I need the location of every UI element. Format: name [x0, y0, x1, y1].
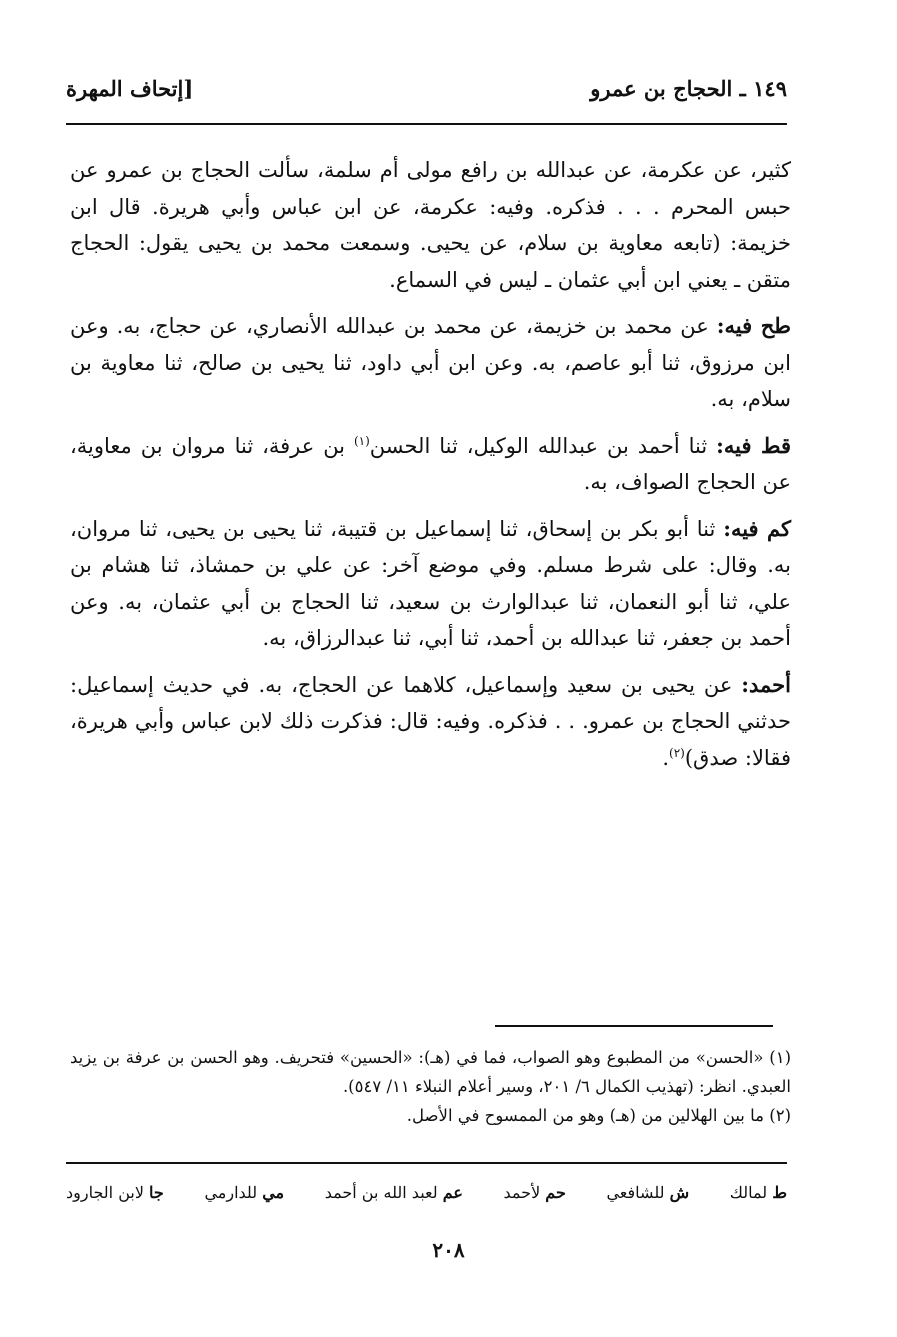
- paragraph-kam: كم فيه: ثنا أبو بكر بن إسحاق، ثنا إسماعيل بن قتيبة، ثنا يحيى بن يحيى، ثنا مروان، به. وقال: على شرط مسلم. وفي موضع آخر: عن علي بن حمشاذ، ثنا هشام بن علي، ثنا أبو النعمان، ثنا عبدالوارث بن سعيد، ثنا الحجاج بن أبي عثمان، به. وعن أحمد بن جعفر، ثنا عبدالله بن أحمد، ثنا أبي، ثنا عبدالرزاق، به.: [70, 515, 791, 650]
- source-label: قط فيه:: [716, 432, 792, 458]
- running-header: [66, 76, 787, 110]
- paragraph-tah: طح فيه: عن محمد بن خزيمة، عن محمد بن عبدالله الأنصاري، عن حجاج، به. وعن ابن مرزوق، ثنا أبو عاصم، به. وعن ابن أبي داود، ثنا يحيى بن صالح، ثنا معاوية بن سلام، به.: [70, 313, 791, 411]
- paragraph-qat: قط فيه: ثنا أحمد بن عبدالله الوكيل، ثنا الحسن$^{(١)}$ بن عرفة، ثنا مروان بن معاوية، عن الحجاج الصواف، به.: [70, 432, 792, 494]
- source-label: أحمد:: [741, 671, 791, 697]
- chapter-title: ١٤٩ ـ الحجاج بن عمرو: [590, 76, 787, 101]
- footnote-ref-2[interactable]: (٢): [669, 745, 685, 760]
- legend-rule: [66, 1162, 787, 1164]
- source-label: كم فيه:: [723, 515, 791, 541]
- legend-item: حم لأحمد: [503, 1183, 566, 1202]
- footnote-2: (٢) ما بين الهلالين من (هـ) وهو من الممسوح في الأصل.: [406, 1106, 791, 1125]
- legend-item: ش للشافعي: [606, 1183, 690, 1202]
- footnote-ref-1[interactable]: (١): [353, 433, 370, 448]
- source-label: طح فيه:: [716, 313, 791, 338]
- legend-item: جا لابن الجارود: [66, 1183, 164, 1202]
- paragraph-ahmad: أحمد: عن يحيى بن سعيد وإسماعيل، كلاهما عن الحجاج، به. في حديث إسماعيل: حدثني الحجاج بن عمرو. . . فذكره. وفيه: قال: فذكرت ذلك لابن عباس وأبي هريرة، فقالا: صدق)$^{(٢)}$.: [70, 671, 791, 770]
- footnotes: [70, 1043, 791, 1130]
- paragraph-1: كثير، عن عكرمة، عن عبدالله بن رافع مولى أم سلمة، سألت الحجاج بن عمرو عن حبس المحرم . . . فذكره. وفيه: عكرمة، عن ابن عباس وأبي هريرة. قال ابن خزيمة: (تابعه معاوية بن سلام، عن يحيى. وسمعت محمد بن يحيى يقول: الحجاج متقن ـ يعني ابن أبي عثمان ـ ليس في السماع.: [70, 158, 791, 292]
- header-rule: [66, 123, 787, 125]
- legend-item: عم لعبد الله بن أحمد: [324, 1183, 463, 1202]
- footnote-1: (١) «الحسن» من المطبوع وهو الصواب، فما في (هـ): «الحسين» فتحريف. وهو الحسن بن عرفة بن يزيد العبدي. انظر: (تهذيب الكمال ٦/ ٢٠١، وسير أعلام النبلاء ١١/ ٥٤٧).: [70, 1048, 791, 1096]
- legend-item: مي للدارمي: [204, 1183, 285, 1202]
- legend-item: ط لمالك: [729, 1183, 787, 1202]
- book-title: [إتحاف المهرة: [66, 76, 194, 101]
- abbreviation-legend: [66, 1183, 787, 1211]
- main-text: [70, 152, 791, 786]
- page-number: ٢٠٨: [432, 1238, 465, 1262]
- footnote-rule: [495, 1025, 773, 1027]
